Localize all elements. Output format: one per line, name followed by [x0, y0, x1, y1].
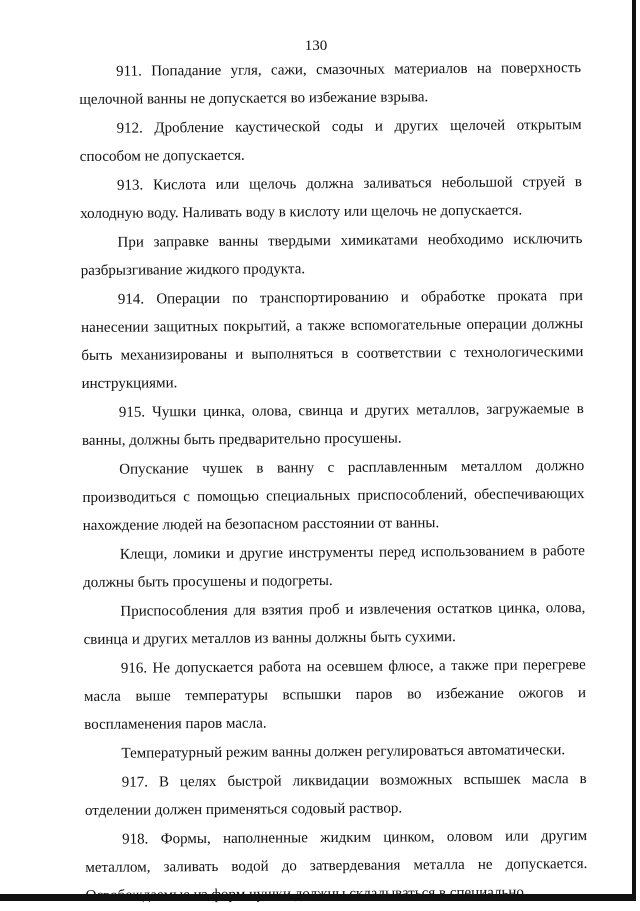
paragraph-911: 911. Попадание угля, сажи, смазочных материалов на поверхность щелочной ванны не допускается во избежание взрыва.: [79, 60, 582, 108]
paragraph-915-sampling: Приспособления для взятия проб и извлечения остатков цинка, олова, свинца и других металлов из ванны должны быть сухими.: [83, 600, 586, 648]
paragraph-918: 918. Формы, наполненные жидким цинком, оловом или другим металлом, заливать водой до затвердевания металла не допускается. Освобождаемые из форм чушки должны складываться в специально: [85, 828, 588, 904]
page-number: 130: [304, 38, 328, 54]
paragraph-913-continued: При заправке ванны твердыми химикатами необходимо исключить разбрызгивание жидкого продукта.: [80, 231, 583, 279]
paragraph-916-temperature: Температурный режим ванны должен регулироваться автоматически.: [121, 742, 566, 762]
paragraph-915: 915. Чушки цинка, олова, свинца и других металлов, загружаемые в ванны, должны быть предварительно просушены.: [81, 401, 584, 449]
paragraph-915-lowering: Опускание чушек в ванну с расплавленным металлом должно производиться с помощью специальных приспособлений, обеспечивающих нахождение людей на безопасном расстоянии от ванны.: [82, 458, 585, 534]
paragraph-912: 912. Дробление каустической соды и других щелочей открытым способом не допускается.: [79, 117, 582, 165]
paragraph-915-tools: Клещи, ломики и другие инструменты перед использованием в работе должны быть просушены и подогреты.: [83, 543, 585, 591]
paragraph-914: 914. Операции по транспортированию и обработке проката при нанесении защитных покрытий, а также вспомогательные операции должны быть механизированы и выполняться в соответствии с технологическими инструкциями.: [81, 288, 584, 392]
paragraph-917: 917. В целях быстрой ликвидации возможных вспышек масла в отделении должен применяться содовый раствор.: [84, 771, 587, 819]
paragraph-916: 916. Не допускается работа на осевшем флюсе, а также при перегреве масла выше температуры вспышки паров во избежание ожогов и воспламенения паров масла.: [83, 657, 587, 733]
document-body: [79, 54, 588, 911]
paragraph-913: 913. Кислота или щелочь должна заливаться небольшой струей в холодную воду. Наливать воду в кислоту или щелочь не допускается.: [80, 174, 583, 222]
